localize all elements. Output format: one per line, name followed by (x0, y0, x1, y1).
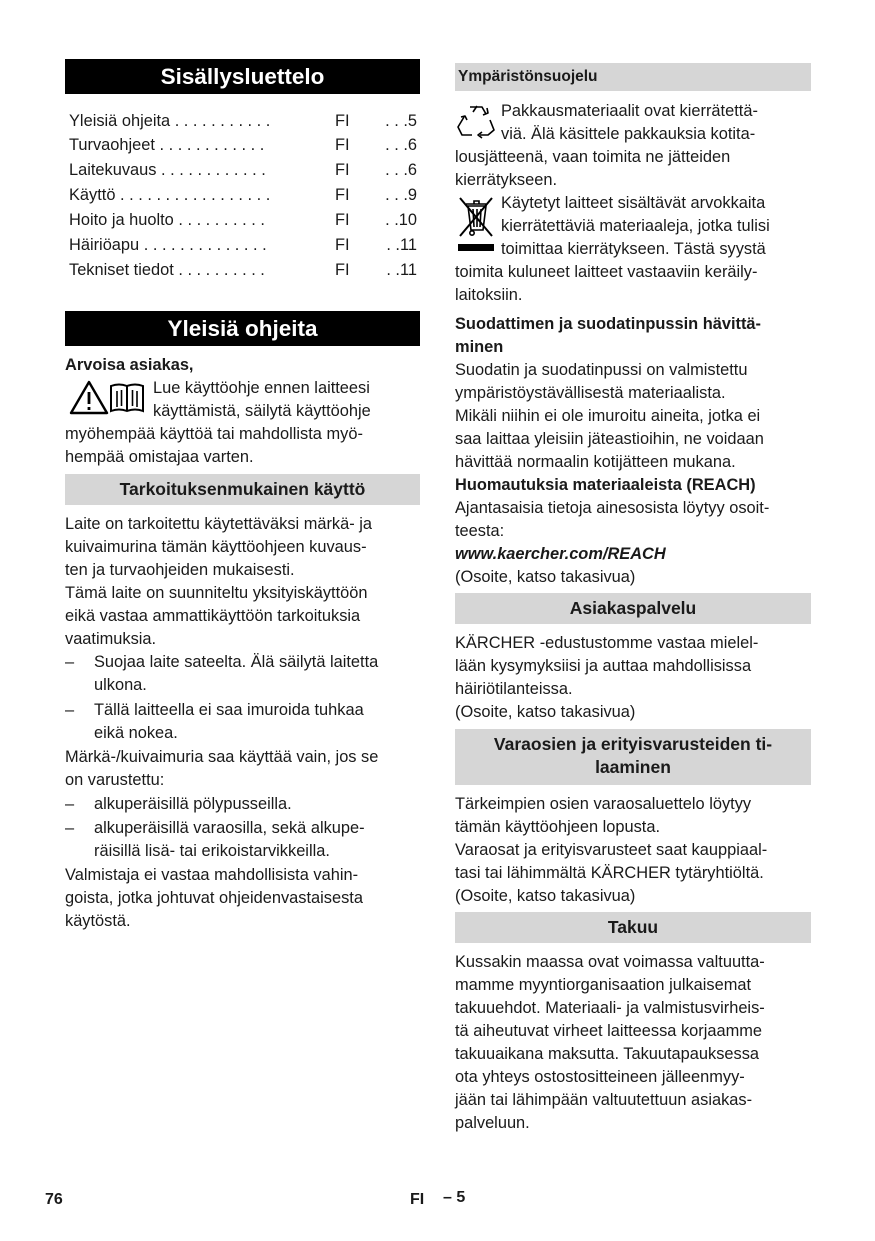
text-line: laitoksiin. (455, 286, 523, 304)
text-line: Tärkeimpien osien varaosaluettelo löytyy (455, 795, 752, 813)
toc-entry[interactable]: Tekniset tiedot . . . . . . . . . . FI . .11 (69, 261, 417, 279)
text-line: goista, jotka johtuvat ohjeidenvastaisesta (65, 889, 363, 907)
section-title-environment: Ympäristönsuojelu (455, 63, 811, 91)
toc-entry[interactable]: Turvaohjeet . . . . . . . . . . . . FI . . .6 (69, 136, 417, 154)
text-line: (Osoite, katso takasivua) (455, 703, 636, 721)
text-line: käytöstä. (65, 912, 131, 930)
text-line: toimita kuluneet laitteet vastaaviin keräily- (455, 263, 758, 281)
text-line: toimittaa kierrätykseen. Tästä syystä (501, 240, 766, 258)
section-title-spare-parts: Varaosien ja erityisvarusteiden ti- laaminen (455, 729, 811, 785)
text-line: (Osoite, katso takasivua) (455, 568, 636, 586)
text-line: lään kysymyksiisi ja auttaa mahdollisissa (455, 657, 752, 675)
section-title-warranty: Takuu (455, 912, 811, 943)
reach-link[interactable]: www.kaercher.com/REACH (455, 545, 666, 563)
text-line: viä. Älä käsittele pakkauksia kotita- (501, 125, 756, 143)
read-manual-book-icon (109, 382, 145, 414)
text-line: Pakkausmateriaalit ovat kierrätettä- (501, 102, 758, 120)
toc-title: Sisällysluettelo (65, 59, 420, 94)
text-line: Ajantasaisia tietoja ainesosista löytyy osoit- (455, 499, 770, 517)
footer-language: FI (410, 1191, 425, 1208)
toc-entry[interactable]: Hoito ja huolto . . . . . . . . . . FI . .10 (69, 211, 417, 229)
text-line: Laite on tarkoitettu käytettäväksi märkä- ja (65, 515, 373, 533)
toc-entry[interactable]: Häiriöapu . . . . . . . . . . . . . . FI . .11 (69, 236, 417, 254)
section-title-general: Yleisiä ohjeita (65, 311, 420, 346)
intro-line: myöhempää käyttöä tai mahdollista myö- (65, 425, 363, 443)
text-line: tasi tai lähimmältä KÄRCHER tytäryhtiöltä. (455, 864, 764, 882)
text-line: (Osoite, katso takasivua) (455, 887, 636, 905)
subheading-filter-disposal: minen (455, 338, 504, 356)
subheading-reach: Huomautuksia materiaaleista (REACH) (455, 476, 756, 494)
text-line: on varustettu: (65, 771, 165, 789)
intro-line: Lue käyttöohje ennen laitteesi (153, 379, 370, 397)
section-title-intended-use: Tarkoituksenmukainen käyttö (65, 474, 420, 505)
text-line: Valmistaja ei vastaa mahdollisista vahin- (65, 866, 359, 884)
section-title-service: Asiakaspalvelu (455, 593, 811, 624)
text-line: jään tai lähimpään valtuutettuun asiakas- (455, 1091, 753, 1109)
text-line: ympäristöystävällisestä materiaalista. (455, 384, 726, 402)
toc-entry[interactable]: Laitekuvaus . . . . . . . . . . . . FI . . .6 (69, 161, 417, 179)
text-line: mamme myyntiorganisaation julkaisemat (455, 976, 752, 994)
text-line: ten ja turvaohjeiden mukaisesti. (65, 561, 295, 579)
text-line: lousjätteenä, vaan toimita ne jätteiden (455, 148, 731, 166)
text-line: Mikäli niihin ei ole imuroitu aineita, jotka ei (455, 407, 761, 425)
text-line: häiriötilanteissa. (455, 680, 573, 698)
greeting: Arvoisa asiakas, (65, 356, 194, 374)
toc-entry[interactable]: Yleisiä ohjeita . . . . . . . . . . . FI . . .5 (69, 112, 417, 130)
text-line: tämän käyttöohjeen lopusta. (455, 818, 661, 836)
recycling-icon (457, 103, 495, 139)
text-line: teesta: (455, 522, 505, 540)
text-line: ota yhteys ostostositteineen jälleenmyy- (455, 1068, 745, 1086)
text-line: Kussakin maassa ovat voimassa valtuutta- (455, 953, 765, 971)
text-line: Varaosat ja erityisvarusteet saat kauppiaal- (455, 841, 768, 859)
text-line: kuivaimurina tämän käyttöohjeen kuvaus- (65, 538, 367, 556)
text-line: eikä vastaa ammattikäyttöön tarkoituksia (65, 607, 361, 625)
text-line: vaatimuksia. (65, 630, 157, 648)
text-line: palveluun. (455, 1114, 530, 1132)
text-line: hävittää normaalin kotijätteen mukana. (455, 453, 736, 471)
text-line: KÄRCHER -edustustomme vastaa mielel- (455, 634, 759, 652)
text-line: saa laittaa yleisiin jäteastioihin, ne voidaan (455, 430, 764, 448)
text-line: Käytetyt laitteet sisältävät arvokkaita (501, 194, 766, 212)
warning-triangle-icon (69, 380, 109, 416)
footer-section-page: – 5 (443, 1189, 466, 1206)
text-line: tä aiheutuvat virheet laitteessa korjaamme (455, 1022, 763, 1040)
crossed-out-wheelie-bin-icon (457, 194, 495, 256)
page-number: 76 (45, 1191, 63, 1208)
text-line: kierrätettäviä materiaaleja, jotka tulisi (501, 217, 770, 235)
text-line: Märkä-/kuivaimuria saa käyttää vain, jos se (65, 748, 379, 766)
intro-line: hempää omistajaa varten. (65, 448, 254, 466)
intro-line: käyttämistä, säilytä käyttöohje (153, 402, 371, 420)
toc-entry[interactable]: Käyttö . . . . . . . . . . . . . . . . . FI . . .9 (69, 186, 417, 204)
text-line: takuuehdot. Materiaali- ja valmistusvirheis- (455, 999, 765, 1017)
text-line: takuuaikana maksutta. Takuutapauksessa (455, 1045, 760, 1063)
text-line: Suodatin ja suodatinpussi on valmistettu (455, 361, 748, 379)
subheading-filter-disposal: Suodattimen ja suodatinpussin hävittä- (455, 315, 761, 333)
text-line: kierrätykseen. (455, 171, 558, 189)
text-line: Tämä laite on suunniteltu yksityiskäyttöön (65, 584, 368, 602)
